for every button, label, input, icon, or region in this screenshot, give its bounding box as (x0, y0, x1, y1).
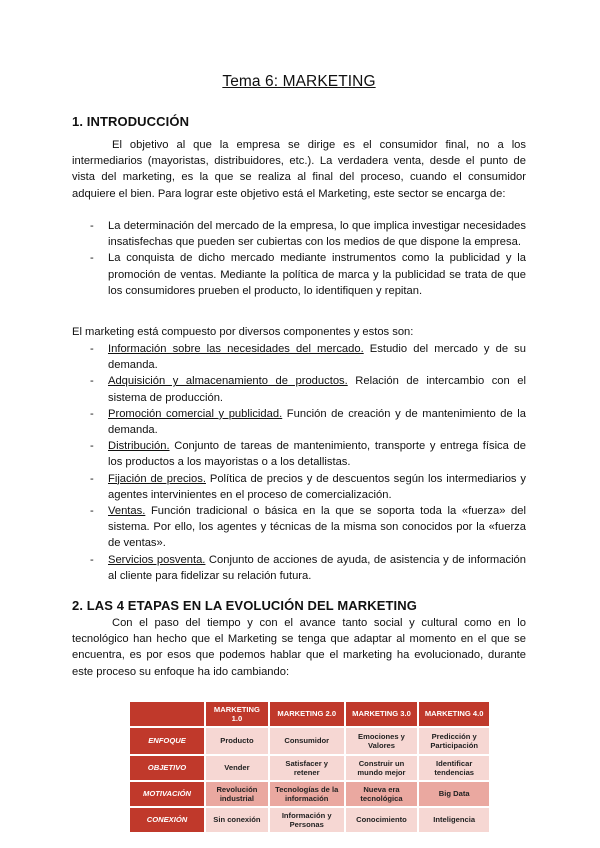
list-item: - Promoción comercial y publicidad. Función de creación y de mantenimiento de la demanda. (90, 407, 526, 437)
component-term: Servicios posventa. (108, 553, 206, 566)
table-cell: Nueva era tecnológica (346, 782, 418, 806)
components-list (72, 341, 526, 584)
intro-paragraph: El objetivo al que la empresa se dirige es el consumidor final, no a los intermediarios (mayoristas, distribuidores, etc.). La verdadera venta, desde el punto de vista del marketing, es la que se realiza al final del proceso, cuando el consumidor adquiere el bien. Para lograr este objetivo está el Marketing, este sector se encarga de: (72, 139, 526, 200)
table-cell: Emociones y Valores (346, 728, 418, 754)
table-cell: Sin conexión (206, 808, 268, 832)
list-item: - La conquista de dicho mercado mediante instrumentos como la publicidad y la promoción de ventas. Mediante la política de marca y la publicidad se trata de que los consumidores prueben el producto, lo identifiquen y repitan. (90, 252, 526, 297)
components-intro: El marketing está compuesto por diversos componentes y estos son: (72, 326, 414, 338)
list-item: - Distribución. Conjunto de tareas de mantenimiento, transporte y entrega física de los productos a los mayoristas o a los detallistas. (90, 440, 526, 469)
table-row (130, 756, 489, 780)
component-term: Información sobre las necesidades del mercado. (108, 343, 364, 355)
column-header: MARKETING 2.0 (270, 702, 344, 726)
table-cell: Identificar tendencias (419, 756, 489, 780)
table-cell: Revolución industrial (206, 782, 268, 806)
component-term: Adquisición y almacenamiento de productos. (108, 375, 348, 388)
table-cell: Tecnologías de la información (270, 782, 344, 806)
document-title: Tema 6: MARKETING (222, 73, 376, 90)
list-item: - Información sobre las necesidades del mercado. Estudio del mercado y de su demanda. (90, 343, 526, 372)
table-cell: Satisfacer y retener (270, 756, 344, 780)
component-term: Ventas. (108, 505, 146, 518)
table-cell: Construir un mundo mejor (346, 756, 418, 780)
component-term: Distribución. (108, 440, 170, 453)
table-cell: Información y Personas (270, 808, 344, 832)
list-item: - La determinación del mercado de la empresa, lo que implica investigar necesidades insatisfechas que pueden ser cubiertas con los medios de que dispone la empresa. (90, 220, 526, 249)
table-cell: Predicción y Participación (419, 728, 489, 754)
marketing-evolution-table (128, 700, 491, 834)
component-term: Promoción comercial y publicidad. (108, 407, 283, 420)
column-header: MARKETING 3.0 (346, 702, 418, 726)
table-row (130, 782, 489, 806)
table-row (130, 808, 489, 832)
list-item: - Servicios posventa. Conjunto de acciones de ayuda, de asistencia y de información al cliente para fidelizar su relación futura. (90, 553, 526, 582)
table-cell: Conocimiento (346, 808, 418, 832)
table-cell: Big Data (419, 782, 489, 806)
list-item: - Fijación de precios. Política de precios y de descuentos según los intermediarios y agentes intervinientes en el proceso de comercialización. (90, 472, 526, 501)
row-label: CONEXIÓN (130, 808, 204, 832)
list-item: - Adquisición y almacenamiento de productos. Relación de intercambio con el sistema de producción. (90, 375, 527, 404)
list-item: - Ventas. Función tradicional o básica en la que se soporta toda la «fuerza» del sistema. Por ello, los agentes y técnicas de la misma son conocidos por la «fuerza de ventas». (90, 505, 526, 550)
table-cell: Inteligencia (419, 808, 489, 832)
row-label: MOTIVACIÓN (130, 782, 204, 806)
row-label: ENFOQUE (130, 728, 204, 754)
component-term: Fijación de precios. (108, 472, 206, 485)
column-header: MARKETING 1.0 (206, 702, 268, 726)
section-heading-etapas: 2. LAS 4 ETAPAS EN LA EVOLUCIÓN DEL MARKETING (72, 598, 417, 613)
column-header: MARKETING 4.0 (419, 702, 489, 726)
row-label: OBJETIVO (130, 756, 204, 780)
table-cell: Producto (206, 728, 268, 754)
table-cell: Vender (206, 756, 268, 780)
table-corner (130, 702, 204, 726)
table-cell: Consumidor (270, 728, 344, 754)
tasks-list (72, 218, 526, 299)
table-row (130, 728, 489, 754)
section-heading-introduccion: 1. INTRODUCCIÓN (72, 114, 190, 129)
etapas-paragraph: Con el paso del tiempo y con el avance tanto social y cultural como en lo tecnológico han hecho que el Marketing se tenga que adaptar al momento en el que se encuentra, es por esos que podemos hablar que el marketing ha evolucionado, durante este proceso su enfoque ha ido cambiando: (72, 617, 526, 678)
